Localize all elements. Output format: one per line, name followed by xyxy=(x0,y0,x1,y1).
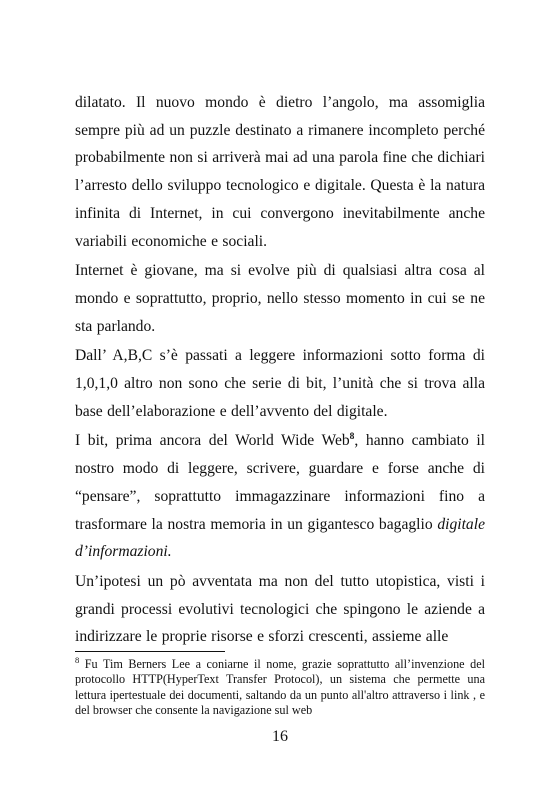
footnote-text: Fu Tim Berners Lee a coniarne il nome, grazie soprattutto all’invenzione del protocollo HTTP(HyperText Transfer Protocol), un sistema che permette una lettura ipertestuale dei documenti, saltando da un punto all'altro attraverso i link , e del browser che consente la navigazione sul web xyxy=(75,657,485,717)
page-number: 16 xyxy=(272,728,288,745)
footnote xyxy=(75,654,485,718)
paragraph-internet-young: Internet è giovane, ma si evolve più di qualsiasi altra cosa al mondo e soprattutto, proprio, nello stesso momento in cui se ne sta parlando. xyxy=(75,262,485,335)
italic-phrase: digitale d’informazioni. xyxy=(75,515,485,561)
footnote-divider xyxy=(75,651,225,652)
footnote-reference[interactable]: 8 xyxy=(349,432,355,443)
bits-text-start: I bit, prima ancora del World Wide Web xyxy=(75,432,350,450)
paragraph-abc-bits: Dall’ A,B,C s’è passati a leggere informazioni sotto forma di 1,0,1,0 altro non sono che serie di bit, l’unità che si trova alla base dell’elaborazione e dell’avvento del digitale. xyxy=(75,347,485,420)
paragraph-digital-evolution: dilatato. Il nuovo mondo è dietro l’angolo, ma assomiglia sempre più ad un puzzle destinato a rimanere incompleto perché probabilmente non si arriverà mai ad una parola fine che dichiari l’arresto dello sviluppo tecnologico e digitale. Questa è la natura infinita di Internet, in cui convergono inevitabilmente anche variabili economiche e sociali. xyxy=(75,94,485,250)
paragraph-hypothesis: Un’ipotesi un pò avventata ma non del tutto utopistica, visti i grandi processi evolutivi tecnologici che spingono le aziende a indirizzare le proprie risorse e sforzi crescenti, assieme alle xyxy=(75,572,485,646)
main-text xyxy=(75,89,485,651)
paragraph-bits-web xyxy=(75,427,485,566)
footnote-number: 8 xyxy=(75,654,80,665)
bits-text-continued: , hanno cambiato il nostro modo di leggere, scrivere, guardare e forse anche di “pensare”, soprattutto immagazzinare informazioni fino a trasformare la nostra memoria in un gigantesco bagaglio xyxy=(75,432,485,533)
